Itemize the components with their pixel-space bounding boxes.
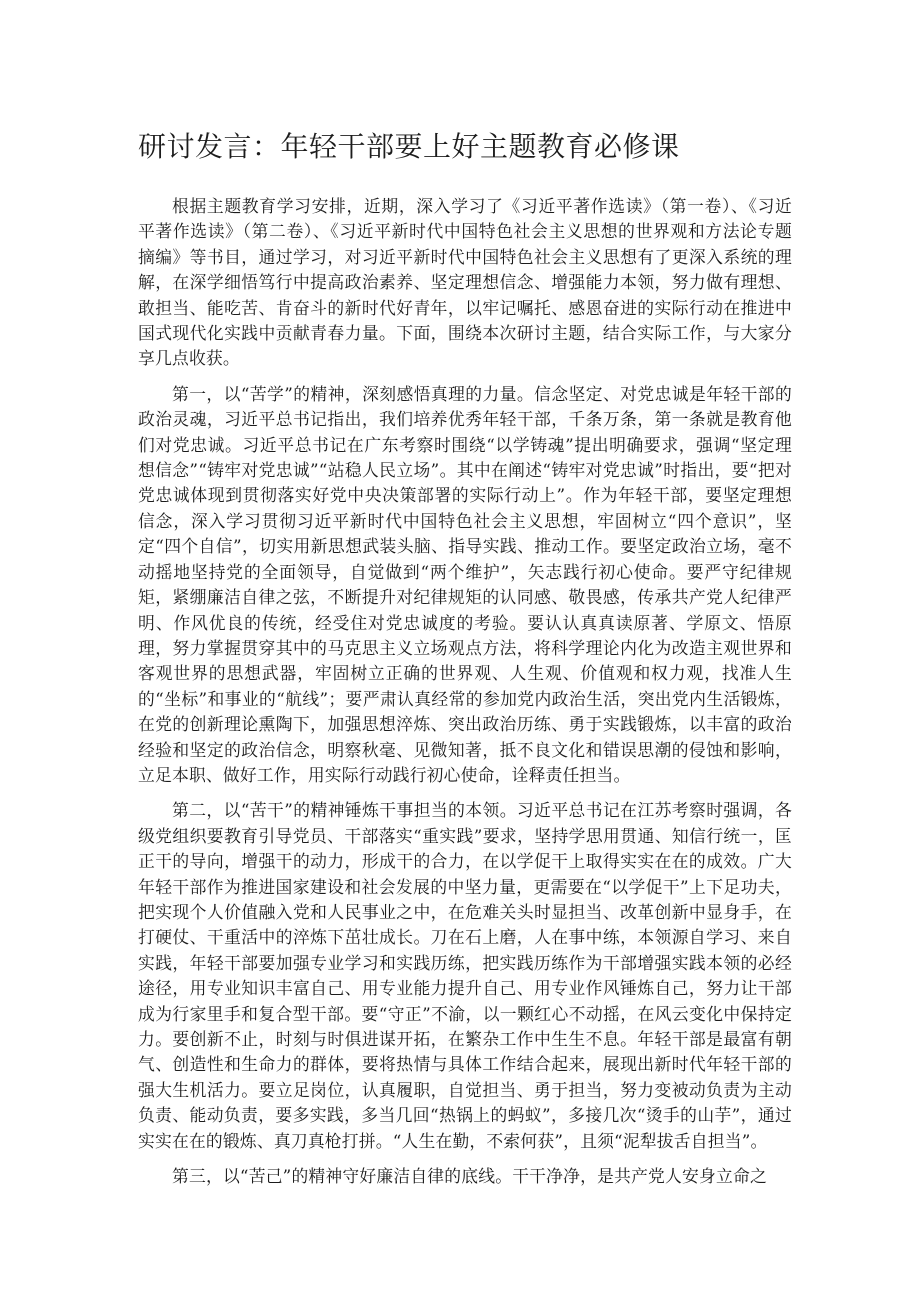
paragraph-third-point: 第三，以“苦己”的精神守好廉洁自律的底线。干干净净，是共产党人安身立命之 (172, 1166, 767, 1187)
paragraph-intro: 根据主题教育学习安排，近期，深入学习了《习近平著作选读》（第一卷）、《习近平著作选读》（第二卷）、《习近平新时代中国特色社会主义思想的世界观和方法论专题摘编》等书目，通过学习，对习近平新时代中国特色社会主义思想有了更深入系统的理解，在深学细悟笃行中提高政治素养、坚定理想信念、增强能力本领，努力做有理想、敢担当、能吃苦、肯奋斗的新时代好青年，以牢记嘱托、感恩奋进的实际行动在推进中国式现代化实践中贡献青春力量。下面，围绕本次研讨主题，结合实际工作，与大家分享几点收获。 (138, 196, 792, 369)
paragraph-first-point: 第一，以“苦学”的精神，深刻感悟真理的力量。信念坚定、对党忠诚是年轻干部的政治灵魂，习近平总书记指出，我们培养优秀年轻干部，千条万条，第一条就是教育他们对党忠诚。习近平总书记在广东考察时围绕“以学铸魂”提出明确要求，强调“坚定理想信念”“铸牢对党忠诚”“站稳人民立场”。其中在阐述“铸牢对党忠诚”时指出，要“把对党忠诚体现到贯彻落实好党中央决策部署的实际行动上”。作为年轻干部，要坚定理想信念，深入学习贯彻习近平新时代中国特色社会主义思想，牢固树立“四个意识”，坚定“四个自信”，切实用新思想武装头脑、指导实践、推动工作。要坚定政治立场，毫不动摇地坚持党的全面领导，自觉做到“两个维护”，矢志践行初心使命。要严守纪律规矩，紧绷廉洁自律之弦，不断提升对纪律规矩的认同感、敬畏感，传承共产党人纪律严明、作风优良的传统，经受住对党忠诚度的考验。要认认真真读原著、学原文、悟原理，努力掌握贯穿其中的马克思主义立场观点方法，将科学理论内化为改造主观世界和客观世界的思想武器，牢固树立正确的世界观、人生观、价值观和权力观，找准人生的“坐标”和事业的“航线”；要严肃认真经常的参加党内政治生活，突出党内生活锻炼，在党的创新理论熏陶下，加强思想淬炼、突出政治历练、勇于实践锻炼，以丰富的政治经验和坚定的政治信念，明察秋毫、见微知著，抵不良文化和错误思潮的侵蚀和影响，立足本职、做好工作，用实际行动践行初心使命，诠释责任担当。 (138, 383, 792, 785)
paragraph-second-point: 第二，以“苦干”的精神锤炼干事担当的本领。习近平总书记在江苏考察时强调，各级党组织要教育引导党员、干部落实“重实践”要求，坚持学思用贯通、知信行统一，匡正干的导向，增强干的动力，形成干的合力，在以学促干上取得实实在在的成效。广大年轻干部作为推进国家建设和社会发展的中坚力量，更需要在“以学促干”上下足功夫，把实现个人价值融入党和人民事业之中，在危难关头时显担当、改革创新中显身手，在打硬仗、干重活中的淬炼下茁壮成长。刀在石上磨，人在事中练，本领源自学习、来自实践，年轻干部要加强专业学习和实践历练，把实践历练作为干部增强实践本领的必经途径，用专业知识丰富自己、用专业能力提升自己、用专业作风锤炼自己，努力让干部成为行家里手和复合型干部。要“守正”不渝，以一颗红心不动摇，在风云变化中保持定力。要创新不止，时刻与时俱进谋开拓，在繁杂工作中生生不息。年轻干部是最富有朝气、创造性和生命力的群体，要将热情与具体工作结合起来，展现出新时代年轻干部的强大生机活力。要立足岗位，认真履职，自觉担当、勇于担当，努力变被动负责为主动负责、能动负责，要多实践，多当几回“热锅上的蚂蚁”，多接几次“烫手的山芋”，通过实实在在的锻炼、真刀真枪打拼。“人生在勤，不索何获”，且须“泥犁拔舌自担当”。 (138, 800, 792, 1151)
document-title: 研讨发言：年轻干部要上好主题教育必修课 (138, 130, 680, 163)
